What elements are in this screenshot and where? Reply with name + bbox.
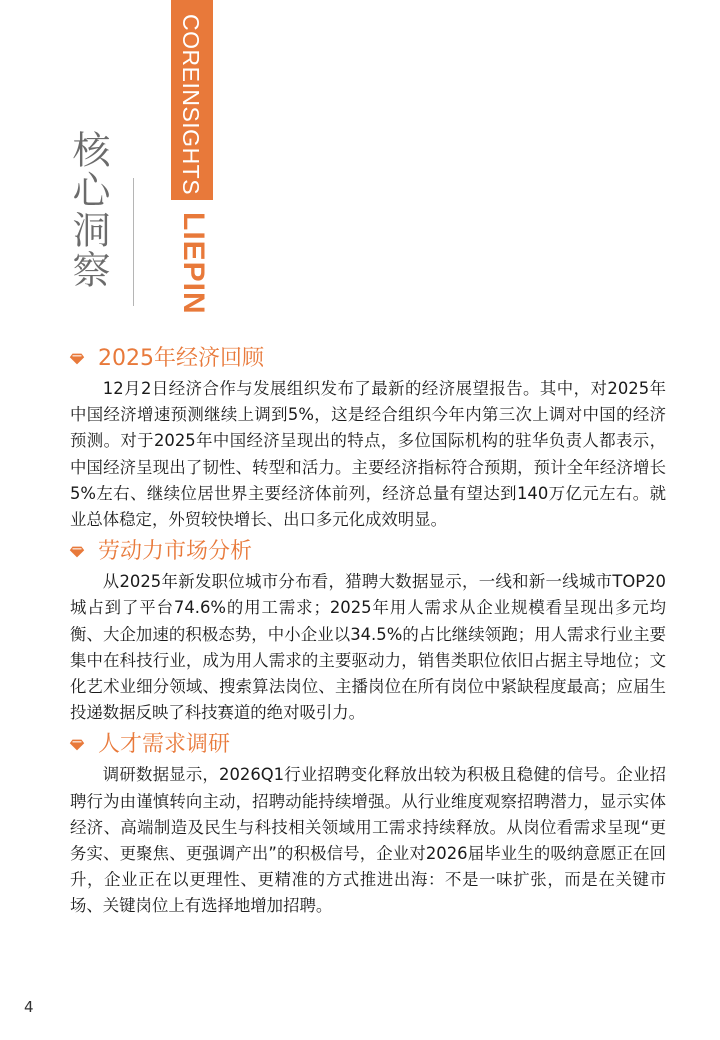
- title-divider: [133, 178, 134, 306]
- section-body: 12月2日经济合作与发展组织发布了最新的经济展望报告。其中，对2025年中国经济增速预测继续上调到5%，这是经合组织今年内第三次上调对中国的经济预测。对于2025年中国经济呈现出的特点，多位国际机构的驻华负责人都表示，中国经济呈现出了韧性、转型和活力。主要经济指标符合预期，预计全年经济增长5%左右、继续位居世界主要经济体前列，经济总量有望达到140万亿元左右。就业总体稳定，外贸较快增长、出口多元化成效明显。: [70, 379, 666, 530]
- section-heading-text: 2025年经济回顾: [98, 346, 264, 371]
- page-number: 4: [24, 998, 34, 1016]
- section-heading-talent: [68, 728, 666, 762]
- section-heading-text: 劳动力市场分析: [98, 539, 253, 565]
- page-title: 核心洞察: [66, 130, 110, 290]
- diamond-heart-icon: [68, 736, 86, 754]
- section-heading-text: 人才需求调研: [98, 732, 231, 758]
- diamond-heart-icon: [68, 350, 86, 368]
- section-heading-labor: [68, 535, 666, 569]
- section-body: 调研数据显示，2026Q1行业招聘变化释放出较为积极且稳健的信号。企业招聘行为由谨慎转向主动，招聘动能持续增强。从行业维度观察招聘潜力，显示实体经济、高端制造及民生与科技相关领域用工需求持续释放。从岗位看需求呈现“更务实、更聚焦、更强调产出”的积极信号，企业对2026届毕业生的吸纳意愿正在回升，企业正在以更理性、更精准的方式推进出海：不是一味扩张，而是在关键市场、关键岗位上有选择地增加招聘。: [70, 765, 666, 916]
- brand-liepin-logo: LIEPIN: [177, 212, 210, 315]
- section-body: 从2025年新发职位城市分布看，猎聘大数据显示，一线和新一线城市TOP20城占到了平台74.6%的用工需求；2025年用人需求从企业规模看呈现出多元均衡、大企加速的积极态势，中小企业以34.5%的占比继续领跑；用人需求行业主要集中在科技行业，成为用人需求的主要驱动力，销售类职位依旧占据主导地位；文化艺术业细分领域、搜索算法岗位、主播岗位在所有岗位中紧缺程度最高；应届生投递数据反映了科技赛道的绝对吸引力。: [70, 572, 666, 723]
- brand-coreinsights-label: COREINSIGHTS: [178, 14, 204, 196]
- section-heading-economy: [68, 342, 666, 376]
- main-content: [68, 340, 666, 920]
- diamond-heart-icon: [68, 543, 86, 561]
